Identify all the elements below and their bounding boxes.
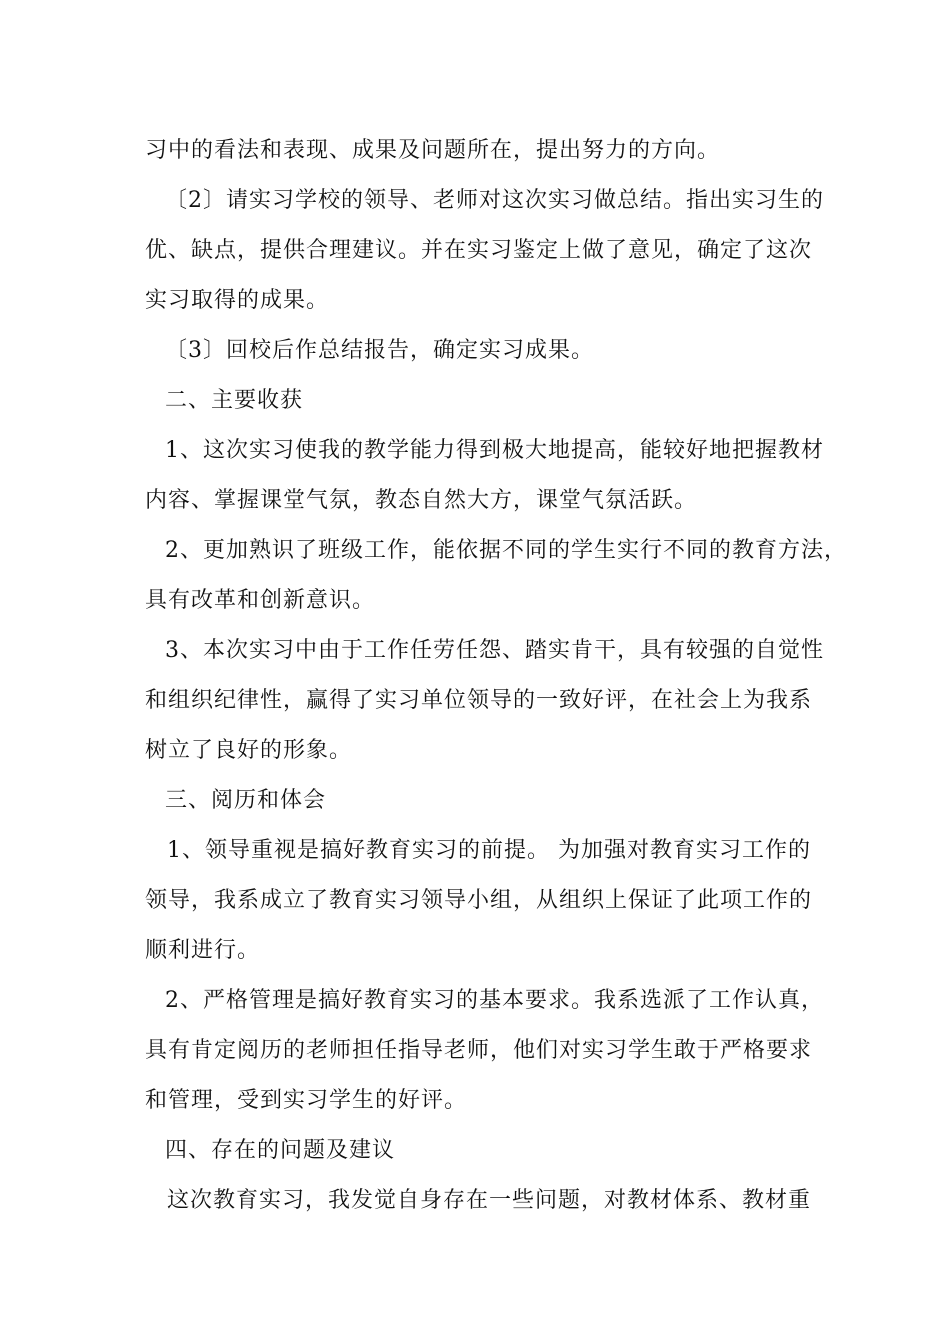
text-line: 领导，我系成立了教育实习领导小组，从组织上保证了此项工作的: [145, 888, 813, 913]
text-line: 2、更加熟识了班级工作，能依据不同的学生实行不同的教育方法，: [165, 538, 847, 563]
text-line: 3、本次实习中由于工作任劳任怨、踏实肯干，具有较强的自觉性: [165, 638, 824, 663]
text-line: 1、领导重视是搞好教育实习的前提。 为加强对教育实习工作的: [167, 838, 811, 863]
text-line: 2、严格管理是搞好教育实习的基本要求。我系选派了工作认真，: [165, 988, 824, 1013]
text-line: 1、这次实习使我的教学能力得到极大地提高，能较好地把握教材: [165, 438, 824, 463]
text-line: 和组织纪律性，赢得了实习单位领导的一致好评，在社会上为我系: [145, 688, 813, 713]
text-line: 习中的看法和表现、成果及问题所在，提出努力的方向。: [145, 138, 721, 163]
text-line: 具有改革和创新意识。: [145, 588, 376, 613]
text-line: 具有肯定阅历的老师担任指导老师，他们对实习学生敢于严格要求: [145, 1038, 813, 1063]
text-line: 这次教育实习，我发觉自身存在一些问题，对教材体系、教材重: [167, 1188, 812, 1213]
text-line: 〔3〕回校后作总结报告，确定实习成果。: [165, 338, 594, 363]
text-line: 和管理，受到实习学生的好评。: [145, 1088, 468, 1113]
section-heading: 三、阅历和体会: [165, 788, 327, 813]
text-line: 内容、掌握课堂气氛，教态自然大方，课堂气氛活跃。: [145, 488, 698, 513]
text-line: 〔2〕请实习学校的领导、老师对这次实习做总结。指出实习生的: [165, 188, 824, 213]
text-line: 优、缺点，提供合理建议。并在实习鉴定上做了意见，确定了这次: [145, 238, 813, 263]
section-heading: 二、主要收获: [165, 388, 304, 413]
section-heading: 四、存在的问题及建议: [165, 1138, 396, 1163]
text-line: 树立了良好的形象。: [145, 738, 353, 763]
text-line: 实习取得的成果。: [145, 288, 330, 313]
text-line: 顺利进行。: [145, 938, 261, 963]
